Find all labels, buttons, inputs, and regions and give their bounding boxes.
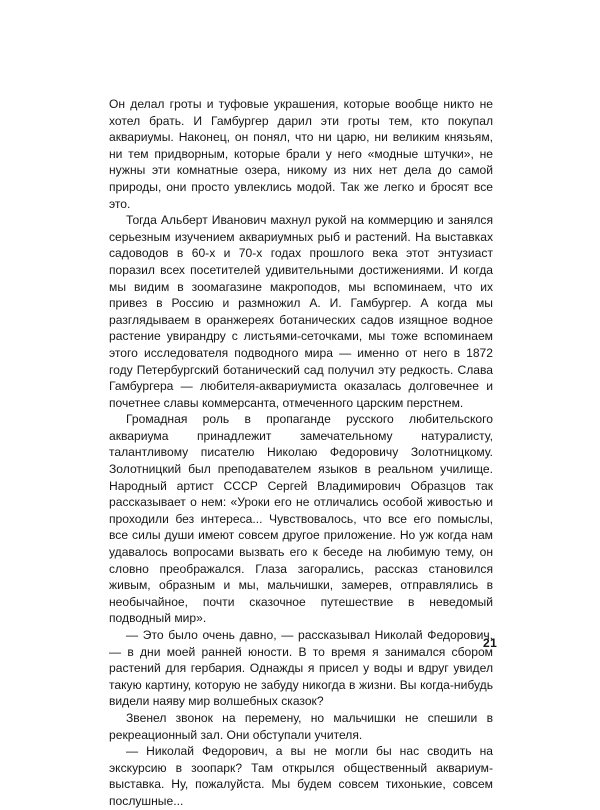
page-number: 21 [483,636,498,650]
paragraph-dialogue-1: — Это было очень давно, — рассказывал Николай Федорович, — в дни моей ранней юности. В то время я занимался сбором растений для гербария. Однажды я присел у воды и вдруг увидел такую картину, которую не забуду никогда в жизни. Вы когда-нибудь видели наяву мир волшебных сказок? [109,628,493,709]
paragraph-continuation: Он делал гроты и туфовые украшения, которые вообще никто не хотел брать. И Гамбургер дарил эти гроты тем, кто покупал аквариумы. Наконец, он понял, что ни царю, ни великим князьям, ни тем придворным, которые брали у него «модные штучки», не нужны эти комнатные озера, никому из них нет дела до самой природы, они просто увлеклись модой. Так же легко и бросят все это. [109,97,493,211]
paragraph-dialogue-2: — Николай Федорович, а вы не могли бы нас сводить на экскурсию в зоопарк? Там открылся общественный аквариум-выставка. Ну, пожалуйста. Мы будем совсем тихонькие, совсем послушные... [109,744,493,808]
body-text [109,96,493,810]
paragraph-gamburger-science: Тогда Альберт Иванович махнул рукой на коммерцию и занялся серьезным изучением аквариумных рыб и растений. На выставках садоводов в 60-х и 70-х годах прошлого века этот энтузиаст поразил всех посетителей удивительными достижениями. И когда мы видим в зоомагазине макроподов, мы вспоминаем, что их привез в Россию и размножил А. И. Гамбургер. А когда мы разглядываем в оранжереях ботанических садов изящное водное растение увирандру с листьями-сеточками, мы тоже вспоминаем этого исследователя подводного мира — именно от него в 1872 году Петербургский ботанический сад получил эту редкость. Слава Гамбургера — любителя-аквариумиста оказалась долговечнее и почетнее славы коммерсанта, отмеченного царским перстнем. [109,213,493,410]
paragraph-bell: Звенел звонок на перемену, но мальчишки не спешили в рекреационный зал. Они обступали учителя. [109,710,493,742]
paragraph-zolotnitsky: Громадная роль в пропаганде русского любительского аквариума принадлежит замечательному натуралисту, талантливому писателю Николаю Федоровичу Золотницкому. Золотницкий был преподавателем языков в реальном училище. Народный артист СССР Сергей Владимирович Образцов так рассказывает о нем: «Уроки его не отличались особой живостью и проходили без интереса... Чувствовалось, что все его помыслы, все силы души имеют совсем другое приложение. Но уж когда нам удавалось вопросами вызвать его к беседе на любимую тему, он словно преображался. Глаза загорались, рассказ становился живым, образным и мы, мальчишки, замерев, отправлялись в необычайное, почти сказочное путешествие в неведомый подводный мир». [109,412,493,626]
